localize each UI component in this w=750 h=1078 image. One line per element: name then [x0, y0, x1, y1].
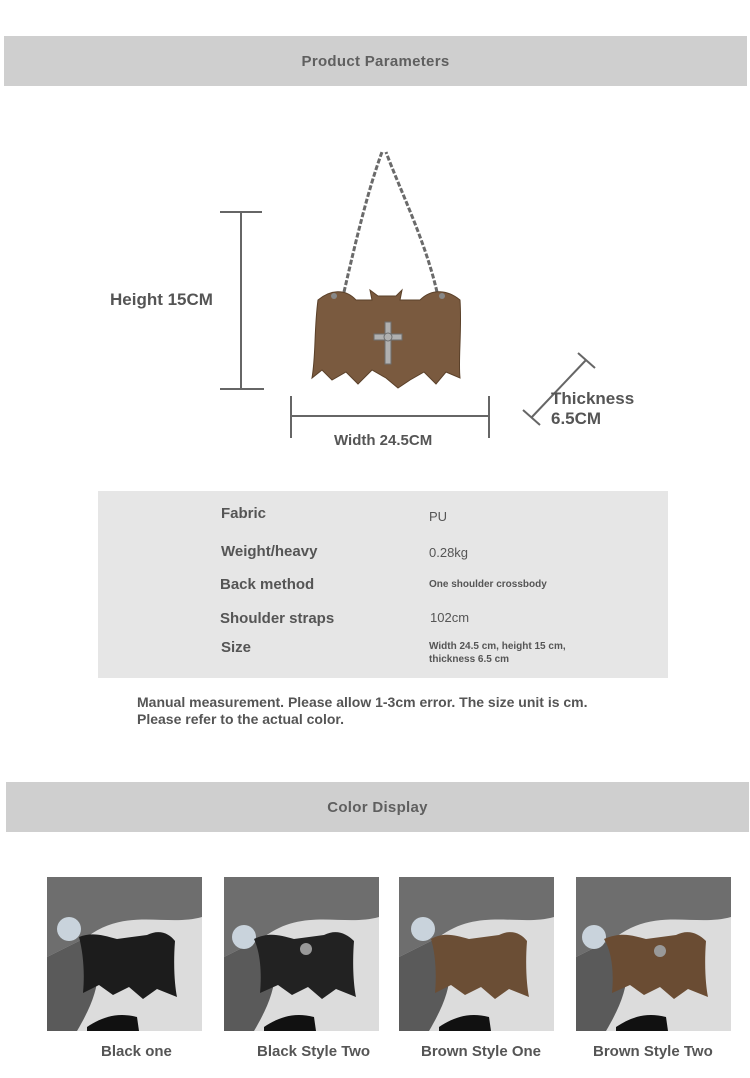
thickness-label-line2: 6.5CM: [551, 409, 602, 428]
spec-table: [98, 491, 668, 678]
spec-value: PU: [429, 509, 448, 524]
chain-strap: [344, 152, 437, 292]
color-swatch-brown-style-one[interactable]: [399, 877, 554, 1031]
spec-key: Fabric: [221, 505, 267, 522]
notes-line1: Manual measurement. Please allow 1-3cm error. The size unit is cm.: [137, 694, 588, 710]
measurement-notes: [137, 694, 588, 728]
ring-right: [439, 293, 445, 299]
product-parameters-banner: [4, 36, 747, 86]
brown-style-two-photo: [576, 877, 731, 1031]
spec-value-line2: thickness 6.5 cm: [429, 654, 510, 665]
ring-left: [331, 293, 337, 299]
caption-brown-style-two: Brown Style Two: [593, 1043, 713, 1060]
thickness-label-line1: Thickness: [551, 389, 635, 408]
brown-style-one-photo: [399, 877, 554, 1031]
color-swatch-black-style-two[interactable]: [224, 877, 379, 1031]
spec-value: 0.28kg: [429, 545, 469, 560]
color-display-banner: [6, 782, 749, 832]
spec-value-line1: Width 24.5 cm, height 15 cm,: [429, 641, 566, 652]
caption-brown-style-one: Brown Style One: [421, 1043, 542, 1060]
caption-black-one: Black one: [101, 1043, 172, 1060]
height-label: Height 15CM: [110, 290, 213, 309]
caption-black-style-two: Black Style Two: [257, 1043, 371, 1060]
spec-value: 102cm: [430, 610, 470, 625]
height-dimension-line: [220, 212, 264, 389]
spec-key: Shoulder straps: [220, 610, 335, 627]
notes-line2: Please refer to the actual color.: [137, 711, 344, 727]
width-label: Width 24.5CM: [334, 432, 433, 449]
spec-key: Weight/heavy: [221, 543, 318, 560]
black-style-two-photo: [224, 877, 379, 1031]
spec-value: One shoulder crossbody: [429, 579, 547, 590]
thickness-label: [551, 389, 671, 429]
spec-key: Size: [221, 639, 252, 656]
black-one-photo: [47, 877, 202, 1031]
color-swatch-black-one[interactable]: [47, 877, 202, 1031]
spec-value: [429, 640, 566, 666]
product-parameters-title: Product Parameters: [301, 52, 450, 70]
color-swatch-brown-style-two[interactable]: [576, 877, 731, 1031]
spec-key: Back method: [220, 576, 315, 593]
color-display-title: Color Display: [327, 798, 428, 816]
